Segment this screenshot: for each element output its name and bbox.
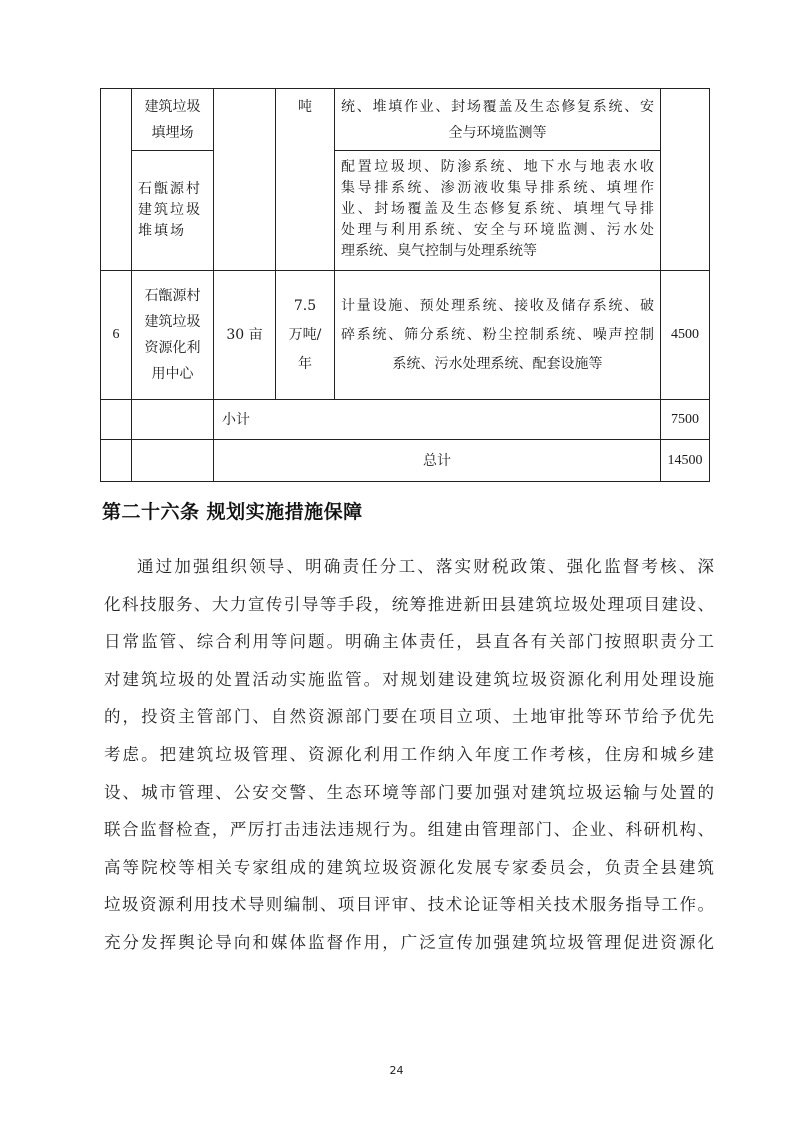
facilities-line: 处理与利用系统、安全与环境监测、污水处: [341, 222, 654, 238]
total-label: 总计: [214, 440, 661, 482]
paragraph-line: 高等院校等相关专家组成的建筑垃圾资源化发展专家委员会，负责全县建筑: [104, 857, 714, 877]
facility-name-line: 建筑垃圾: [144, 314, 201, 330]
capacity-line: 万吨/: [288, 326, 322, 343]
facilities-line: 配置垃圾坝、防渗系统、地下水与地表水收: [341, 159, 654, 175]
total-row: [101, 440, 710, 482]
paragraph-line: 考虑。把建筑垃圾管理、资源化利用工作纳入年度工作考核，住房和城乡建: [104, 744, 714, 764]
row-index-cell: [101, 89, 132, 271]
capacity-line: 年: [298, 355, 312, 372]
table-row: [101, 89, 710, 151]
table-row: [101, 151, 710, 271]
area-cell: 30 亩: [214, 271, 276, 400]
facility-name-line: 石甑源村: [138, 181, 202, 197]
subtotal-row: [101, 400, 710, 440]
total-value: 14500: [661, 440, 710, 482]
facility-name-line: 建筑垃圾: [138, 202, 202, 218]
body-paragraph: [104, 548, 714, 962]
paragraph-line: 联合监督检查，严厉打击违法违规行为。组建由管理部门、企业、科研机构、: [104, 820, 714, 840]
empty-cell: [101, 440, 132, 482]
capacity-cell: [276, 271, 335, 400]
paragraph-line: 化科技服务、大力宣传引导等手段，统筹推进新田县建筑垃圾处理项目建设、: [104, 594, 714, 614]
page-number: 24: [389, 1064, 404, 1077]
facilities-line: 业、封场覆盖及生态修复系统、填埋气导排: [341, 201, 654, 217]
facilities-cell: [335, 89, 661, 151]
subtotal-value: 7500: [661, 400, 710, 440]
facility-name-line: 石甑源村: [144, 288, 201, 304]
facility-investment-table: [100, 88, 710, 482]
facility-name-cell: [132, 89, 214, 151]
capacity-line: 吨: [298, 99, 312, 115]
facilities-line: 系统、污水处理系统、配套设施等: [392, 355, 603, 372]
facility-name-line: 资源化利: [144, 340, 201, 356]
paragraph-line: 充分发挥舆论导向和媒体监督作用，广泛宣传加强建筑垃圾管理促进资源化: [104, 932, 714, 952]
facility-name-cell: [132, 271, 214, 400]
empty-cell: [132, 400, 214, 440]
capacity-line: 7.5: [293, 297, 317, 314]
investment-cell: [661, 89, 710, 271]
facilities-cell: [335, 151, 661, 271]
facilities-line: 统、堆填作业、封场覆盖及生态修复系统、安: [341, 98, 654, 115]
facilities-line: 全与环境监测等: [448, 124, 547, 141]
facilities-line: 理系统、臭气控制与处理系统等: [341, 243, 537, 259]
paragraph-line: 对建筑垃圾的处置活动实施监管。对规划建设建筑垃圾资源化利用处理设施: [104, 669, 714, 689]
investment-cell: 4500: [661, 271, 710, 400]
empty-cell: [101, 400, 132, 440]
facilities-cell: [335, 271, 661, 400]
area-cell: [214, 89, 276, 271]
section-heading: 第二十六条 规划实施措施保障: [102, 501, 363, 523]
paragraph-line: 设、城市管理、公安交警、生态环境等部门要加强对建筑垃圾运输与处置的: [104, 782, 714, 802]
paragraph-line: 通过加强组织领导、明确责任分工、落实财税政策、强化监督考核、深: [137, 557, 714, 576]
facility-name-line: 建筑垃圾: [144, 98, 201, 115]
facilities-line: 计量设施、预处理系统、接收及储存系统、破: [341, 297, 654, 314]
facilities-line: 碎系统、筛分系统、粉尘控制系统、噪声控制: [341, 326, 654, 343]
capacity-cell: [276, 89, 335, 271]
paragraph-line: 垃圾资源利用技术导则编制、项目评审、技术论证等相关技术服务指导工作。: [104, 895, 714, 915]
subtotal-label: 小计: [214, 400, 661, 440]
paragraph-line: 的，投资主管部门、自然资源部门要在项目立项、土地审批等环节给予优先: [104, 707, 714, 727]
facility-name-line: 堆填场: [138, 223, 186, 239]
paragraph-line: 日常监管、综合利用等问题。明确主体责任，县直各有关部门按照职责分工: [104, 632, 714, 652]
facility-name-cell: [132, 151, 214, 271]
facility-name-line: 填埋场: [151, 124, 194, 141]
table-row: [101, 271, 710, 400]
facility-name-line: 用中心: [151, 366, 194, 382]
empty-cell: [132, 440, 214, 482]
row-index-cell: 6: [101, 271, 132, 400]
facilities-line: 集导排系统、渗沥液收集导排系统、填埋作: [341, 180, 654, 196]
